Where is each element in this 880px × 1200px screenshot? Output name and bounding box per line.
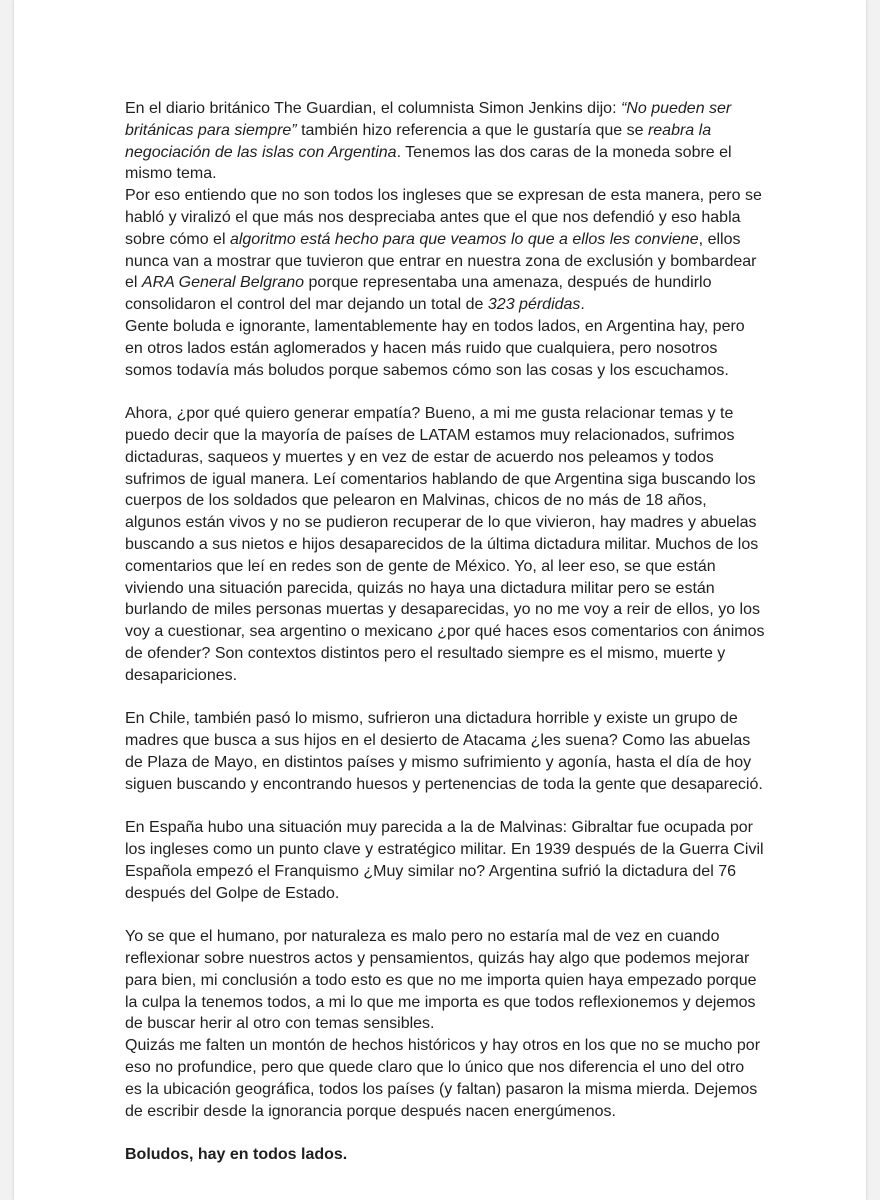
text-run: Por eso entiendo que no son todos los ingleses que se expresan de esta manera, pero se habló y viralizó el que más nos despreciaba antes que el que nos defendió y eso habla sobre cómo el — [125, 187, 762, 248]
text-run: Gente boluda e ignorante, lamentablemente hay en todos lados, en Argentina hay, pero en otros lados están aglomerados y hacen más ruido que cualquiera, pero nosotros somos todavía más boludos porque sabemos cómo son las cosas y los escuchamos. — [125, 317, 745, 379]
text-run: , ellos nunca van a mostrar que tuvieron que entrar en nuestra zona de exclusión y bombardear el — [125, 230, 757, 292]
paragraph — [125, 403, 765, 686]
paragraph — [125, 185, 765, 316]
text-run: En Chile, también pasó lo mismo, sufrieron una dictadura horrible y existe un grupo de madres que busca a sus hijos en el desierto de Atacama ¿les suena? Como las abuelas de Plaza de Mayo, en distintos países y mismo sufrimiento y agonía, hasta el día de hoy siguen buscando y encontrando huesos y pertenencias de toda la gente que desapareció. — [125, 710, 763, 793]
text-run: En el diario británico The Guardian, el columnista Simon Jenkins dijo: — [125, 100, 621, 117]
text-run: En España hubo una situación muy parecida a la de Malvinas: Gibraltar fue ocupada por los ingleses como un punto clave y estratégico militar. En 1939 después de la Guerra Civil Española empezó el Franquismo ¿Muy similar no? Argentina sufrió la dictadura del 76 después del Golpe de Estado. — [125, 819, 764, 902]
document-page — [14, 0, 866, 1200]
italic-text-run: reabra la negociación de las islas con Argentina — [125, 121, 712, 161]
closing-statement: Boludos, hay en todos lados. — [125, 1146, 348, 1164]
document-body — [125, 98, 765, 1166]
paragraph — [125, 1035, 765, 1122]
text-block — [125, 403, 765, 686]
paragraph — [125, 708, 765, 795]
text-run: Quizás me falten un montón de hechos históricos y hay otros en los que no se mucho por eso no profundice, pero que quede claro que lo único que nos diferencia el uno del otro es la ubicación geográfica, todos los países (y faltan) pasaron la misma mierda. Dejemos de escribir desde la ignorancia porque después nacen energúmenos. — [125, 1037, 761, 1120]
text-run: también hizo referencia a que le gustaría que se — [296, 121, 648, 139]
paragraph — [125, 98, 765, 185]
text-run: Ahora, ¿por qué quiero generar empatía? Bueno, a mi me gusta relacionar temas y te puedo decir que la mayoría de países de LATAM estamos muy relacionados, sufrimos dictaduras, saqueos y muertes y en vez de estar de acuerdo nos peleamos y todos sufrimos de igual manera. Leí comentarios hablando de que Argentina siga buscando los cuerpos de los soldados que pelearon en Malvinas, chicos de no más de 18 años, algunos están vivos y no se pudieron recuperar de lo que vivieron, hay madres y abuelas buscando a sus nietos e hijos desaparecidos de la última dictadura militar. Muchos de los comentarios que leí en redes son de gente de México. Yo, al leer eso, se que están viviendo una situación parecida, quizás no haya una dictadura militar pero se están burlando de miles personas muertas y desaparecidas, yo no me voy a reir de ellos, yo los voy a cuestionar, sea argentino o mexicano ¿por qué haces esos comentarios con ánimos de ofender? Son contextos distintos pero el resultado siempre es el mismo, muerte y desapariciones. — [125, 405, 765, 684]
text-block — [125, 98, 765, 381]
text-run: Yo se que el humano, por naturaleza es malo pero no estaría mal de vez en cuando reflexionar sobre nuestros actos y pensamientos, quizás hay algo que podemos mejorar para bien, mi conclusión a todo esto es que no me importa quien haya empezado porque la culpa la tenemos todos, a mi lo que me importa es que todos reflexionemos y dejemos de buscar herir al otro con temas sensibles. — [125, 928, 757, 1033]
text-block — [125, 817, 765, 904]
text-run: porque representaba una amenaza, después de hundirlo consolidaron el control del mar dejando un total de — [125, 274, 712, 314]
text-block — [125, 926, 765, 1122]
text-run: . Tenemos las dos caras de la moneda sobre el mismo tema. — [125, 143, 732, 183]
text-block — [125, 708, 765, 795]
italic-text-run: 323 pérdidas — [487, 296, 581, 314]
paragraph — [125, 817, 765, 904]
paragraph — [125, 316, 765, 381]
text-run: . — [580, 296, 585, 314]
italic-text-run: “No pueden ser británicas para siempre” — [125, 100, 732, 139]
paragraph — [125, 926, 765, 1035]
italic-text-run: ARA General Belgrano — [141, 274, 305, 292]
italic-text-run: algoritmo está hecho para que veamos lo que a ellos les conviene — [229, 230, 699, 248]
